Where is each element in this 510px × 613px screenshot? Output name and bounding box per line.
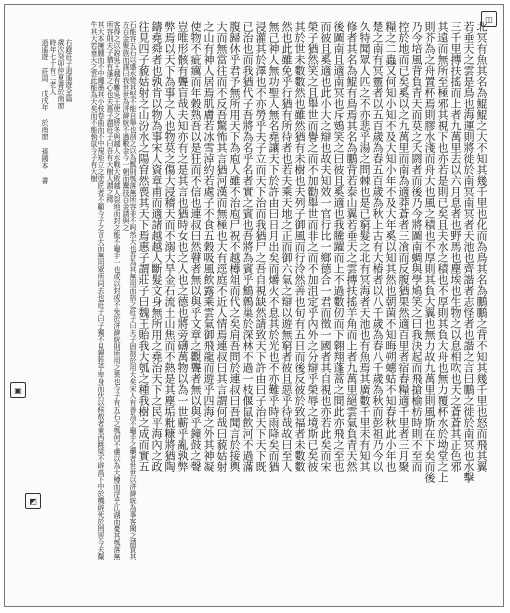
text-column: 浸灌其於澤也不亦勞乎夫子立而天下治而我猶尸之吾自視缺然請致天下許由曰子治天下天下既 [254,21,267,472]
seal-mark-icon: ▣ [14,385,22,395]
top-right-seal-icon [481,11,497,27]
text-column: 後圖南且適南冥也斥鴳笑之曰彼且奚適也我騰躍而上不過數仞而下翱翔蓬蒿之間此亦飛之至也 [332,21,345,472]
text-column: 其於世未數數然也雖然猶有未樹也夫列子御風而行泠然善也旬有五日而後反彼於致福者未數數 [293,21,306,472]
text-column: 無己神人無功聖人無名堯讓天下於許由曰日月出矣而爝火不息其於光也不亦難乎時雨降矣而猶 [267,21,280,472]
text-column: 豈唯形骸有聾盲哉夫知亦有之是其言也猶時女也之人也之德也將旁礴萬物以為一世蘄乎亂孰弊 [176,21,189,472]
text-column: 往見四子藐姑射之山汾水之陽窅然喪其天下焉惠子謂莊子曰魏王貽我大瓠之種我樹之成而實五 [137,21,150,472]
inscription-column: 時年七十有二老人 [49,39,57,95]
text-column: 修者其名為鯤有鳥焉其名為鵬背若泰山翼若垂天之雲摶扶搖羊角而上者九萬里絕雲氣負青天然 [345,21,358,472]
text-column: 腹歸休乎君予無所用天下為庖人雖不治庖尸祝不越樽俎而代之矣肩吾問於連叔曰吾聞言於接輿 [228,21,241,472]
text-column: 然也此雖免乎行猶有所待者也若夫乘天地之正而御六氣之辯以遊無窮者彼且惡乎待哉故曰至人 [280,21,293,472]
seal-mark-icon: ◫ [485,14,493,24]
inscription-column: 逍遙遊 莊周 戊戌年 於南窗 孫國本 書 [41,39,49,184]
small-text-column: 石能容五石以盛水漿其堅不能自舉也剖之以為瓢則瓠落無所容非不呺然大也吾為其無用而掊之莊子曰夫子固拙於用大矣宋人有善為不龜手之藥者世世以洴澼絖為事客聞之請買其方百金聚族而謀曰我世世為洴澼絖不過數金今一朝而鬻技百金請與之 [122,21,137,560]
main-text-block [90,21,487,561]
text-column: 三千里摶扶搖而上者九萬里去以六月息者也野馬也塵埃也生物之以息相吹也天之蒼蒼其正色邪 [449,21,462,472]
text-column: 榮子猶然笑之且舉世而譽之而不加勸舉世而非之而不加沮定乎內外之分辯乎榮辱之境斯已矣彼 [306,21,319,472]
bottom-left-seal-icon [25,493,41,509]
text-column: 而彼且奚適也此小大之辯也故夫知效一官行比一鄉德合一君而徵一國者其自視也亦若此矣而宋 [319,21,332,472]
text-column: 北冥有魚其名為鯤鯤之大不知其幾千里也化而為鳥其名為鵬鵬之背不知其幾千里也怒而飛其翼 [475,21,488,472]
text-column: 控於地而已矣奚以之九萬里而南為適莽蒼者三飡而反腹猶果然適百里者宿舂糧適千里者三月聚 [397,21,410,472]
text-column: 使物不疵癘而年穀熟吾以是狂而不信也連叔曰然瞽者無以與乎文章之觀聾者無以與乎鐘鼓之聲 [189,21,202,472]
small-text-column: 客得之以說吳王越有難吳王使之將冬與越人水戰大敗越人裂地而封之能不龜手一也或以封或不免於洴澼絖則所用之異也今子有五石之瓠何不慮以為大樽而浮乎江湖而憂其瓠落無所容則夫子猶有蓬之心也夫惠子謂莊子曰吾有大樹人謂之樗 [106,21,121,560]
seal-mark-icon: ◩ [29,496,37,506]
text-column: 久特聞眾人匹之不亦悲乎湯之問棘也是已窮髮之北有冥海者天池也有魚焉其廣數千里未有知其 [358,21,371,472]
text-column: 已治也而我猶代子吾將為名乎名者實之賓也吾將為賓乎鷦鷯巢於深林不過一枝偃鼠飲河不過滿 [241,21,254,472]
inscription-column: 右錄莊子逍遙遊全篇 [65,39,73,102]
text-column: 糧之二蟲又何知小知不及大知小年不及大年奚以知其然也朝菌不知晦朔蟪蛄不知春秋此小年也 [384,21,397,472]
text-column: 之山有神人居焉肌膚若冰雪淖約若處子不食五穀吸風飲露乘雲氣御飛龍而遊乎四海之外其神凝 [202,21,215,472]
text-column: 鑄堯舜者也孰肯以物為事宋人資章甫而適諸越越人斷髮文身無所用之堯治天下之民平海內之政 [150,21,163,472]
text-column: 楚之南有冥靈者以五百歲為春五百歲為秋上古有大椿者以八千歲為春八千歲為秋而彭祖乃今以 [371,21,384,472]
text-column: 若垂天之雲是鳥也海運則將徙於南冥南冥者天池也齊諧者志怪者也諧之言曰鵬之徙於南冥也水擊 [462,21,475,483]
text-column: 弊焉以天下為事之人也物莫之傷大浸稽天而不溺大旱金石流土山焦而不熱是其塵垢粃糠將猶陶 [163,21,176,472]
text-column: 乃今培風背負青天而莫之夭閼者而後乃今將圖南蜩與學鳩笑之曰我決起而飛搶榆枋時則不至而 [410,21,423,472]
text-column: 其遠而無所至極邪其視下也亦若是則已矣且夫水之積也不厚則其負大舟也無力覆杯水於坳堂之上 [436,21,449,483]
inscription-column: 歲次癸卯仲夏書於南窗 [57,39,65,109]
colophon-inscription [41,39,72,559]
small-text-column: 其大本擁腫而不中繩墨其小枝卷曲而不中規矩立之塗匠者不顧今子之言大而無用眾所同去也莊子曰子獨不見狸狌乎卑身而伏以候敖者東西跳梁不辟高下中於機辟死於罔罟今夫斄牛其大若垂天之雲此能為大矣而不能執鼠今子有大樹 [90,21,105,560]
calligraphy-scroll [4,4,504,607]
text-column: 大而無當往而不反吾驚怖其言猶河漢而無極也大有逕庭不近人情焉連叔曰其言謂何哉曰藐姑射 [215,21,228,472]
text-column: 則芥為之舟置杯焉則膠水淺而舟大也風之積也不厚則其負大翼也無力故九萬里則風斯在下矣而後 [423,21,436,483]
left-seal-icon [10,382,26,398]
